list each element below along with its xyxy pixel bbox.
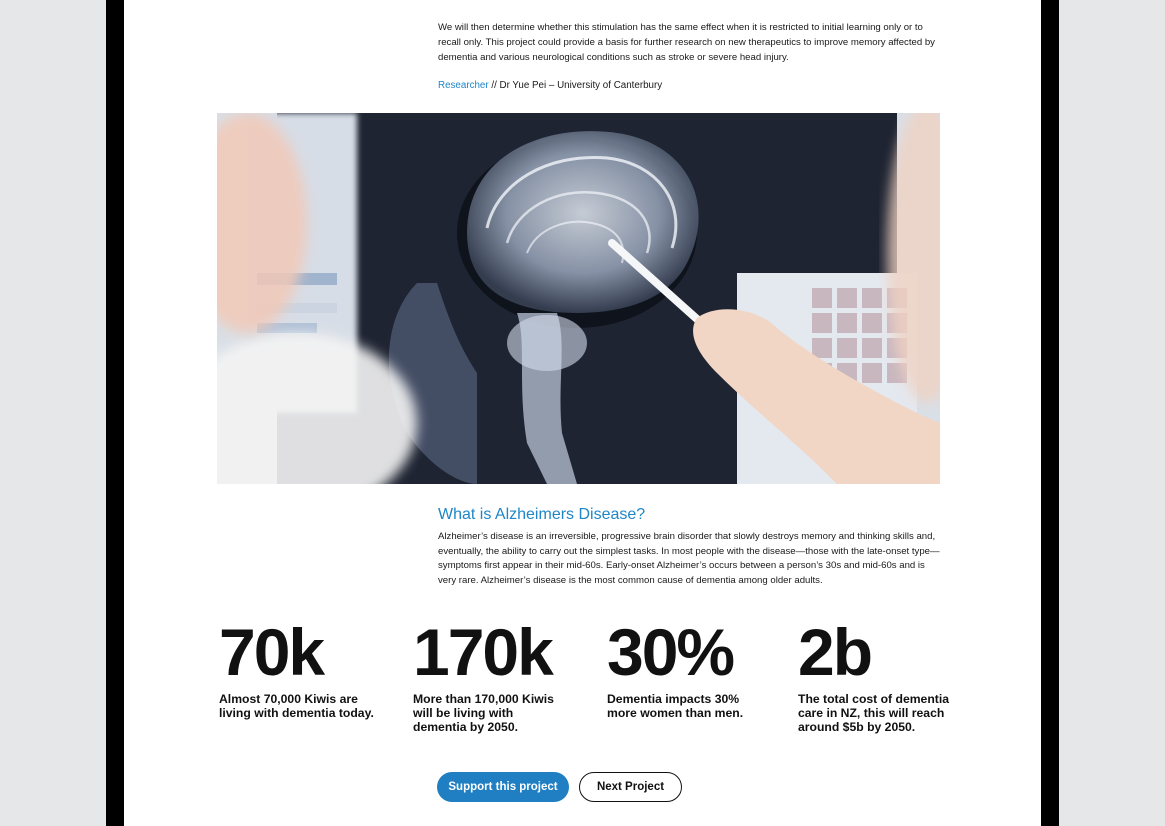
next-project-button[interactable]: Next Project bbox=[579, 772, 682, 802]
intro-paragraph: We will then determine whether this stimulation has the same effect when it is restricted to initial learning only or to recall only. This project could provide a basis for further research on new therapeutics to improve memory affected by dementia and various neurological conditions such as stroke or severe head injury. bbox=[438, 22, 935, 63]
section-heading: What is Alzheimers Disease? bbox=[438, 506, 646, 523]
stat-item bbox=[413, 612, 563, 734]
researcher-byline bbox=[438, 80, 662, 91]
stat-number: 170k bbox=[413, 615, 552, 689]
stat-description: The total cost of dementia care in NZ, this will reach around $5b by 2050. bbox=[798, 692, 950, 734]
stat-number: 70k bbox=[219, 615, 324, 689]
project-page bbox=[124, 0, 1041, 826]
section-body: Alzheimer’s disease is an irreversible, progressive brain disorder that slowly destroys memory and thinking skills and, eventually, the ability to carry out the simplest tasks. In most people with the disease—those with the late-onset type—symptoms first appear in their mid-60s. Early-onset Alzheimer’s occurs between a person’s 30s and mid-60s and is very rare. Alzheimer’s disease is the most common cause of dementia among older adults. bbox=[438, 531, 940, 587]
researcher-label[interactable]: Researcher bbox=[438, 80, 489, 91]
stat-item bbox=[607, 612, 757, 720]
stat-item bbox=[798, 612, 958, 734]
frame-left bbox=[106, 0, 124, 826]
stat-item bbox=[219, 612, 389, 720]
frame-right bbox=[1041, 0, 1059, 826]
stat-number: 30% bbox=[607, 615, 734, 689]
support-project-button[interactable]: Support this project bbox=[437, 772, 569, 802]
stat-description: Dementia impacts 30% more women than men. bbox=[607, 692, 744, 720]
stat-description: Almost 70,000 Kiwis are living with dementia today. bbox=[219, 692, 374, 720]
mri-scan-illustration bbox=[217, 113, 940, 484]
stat-description: More than 170,000 Kiwis will be living with dementia by 2050. bbox=[413, 692, 554, 734]
hero-image bbox=[217, 113, 940, 484]
byline-separator: // bbox=[488, 80, 500, 91]
researcher-name: Dr Yue Pei – University of Canterbury bbox=[499, 80, 663, 91]
stat-number: 2b bbox=[798, 615, 872, 689]
